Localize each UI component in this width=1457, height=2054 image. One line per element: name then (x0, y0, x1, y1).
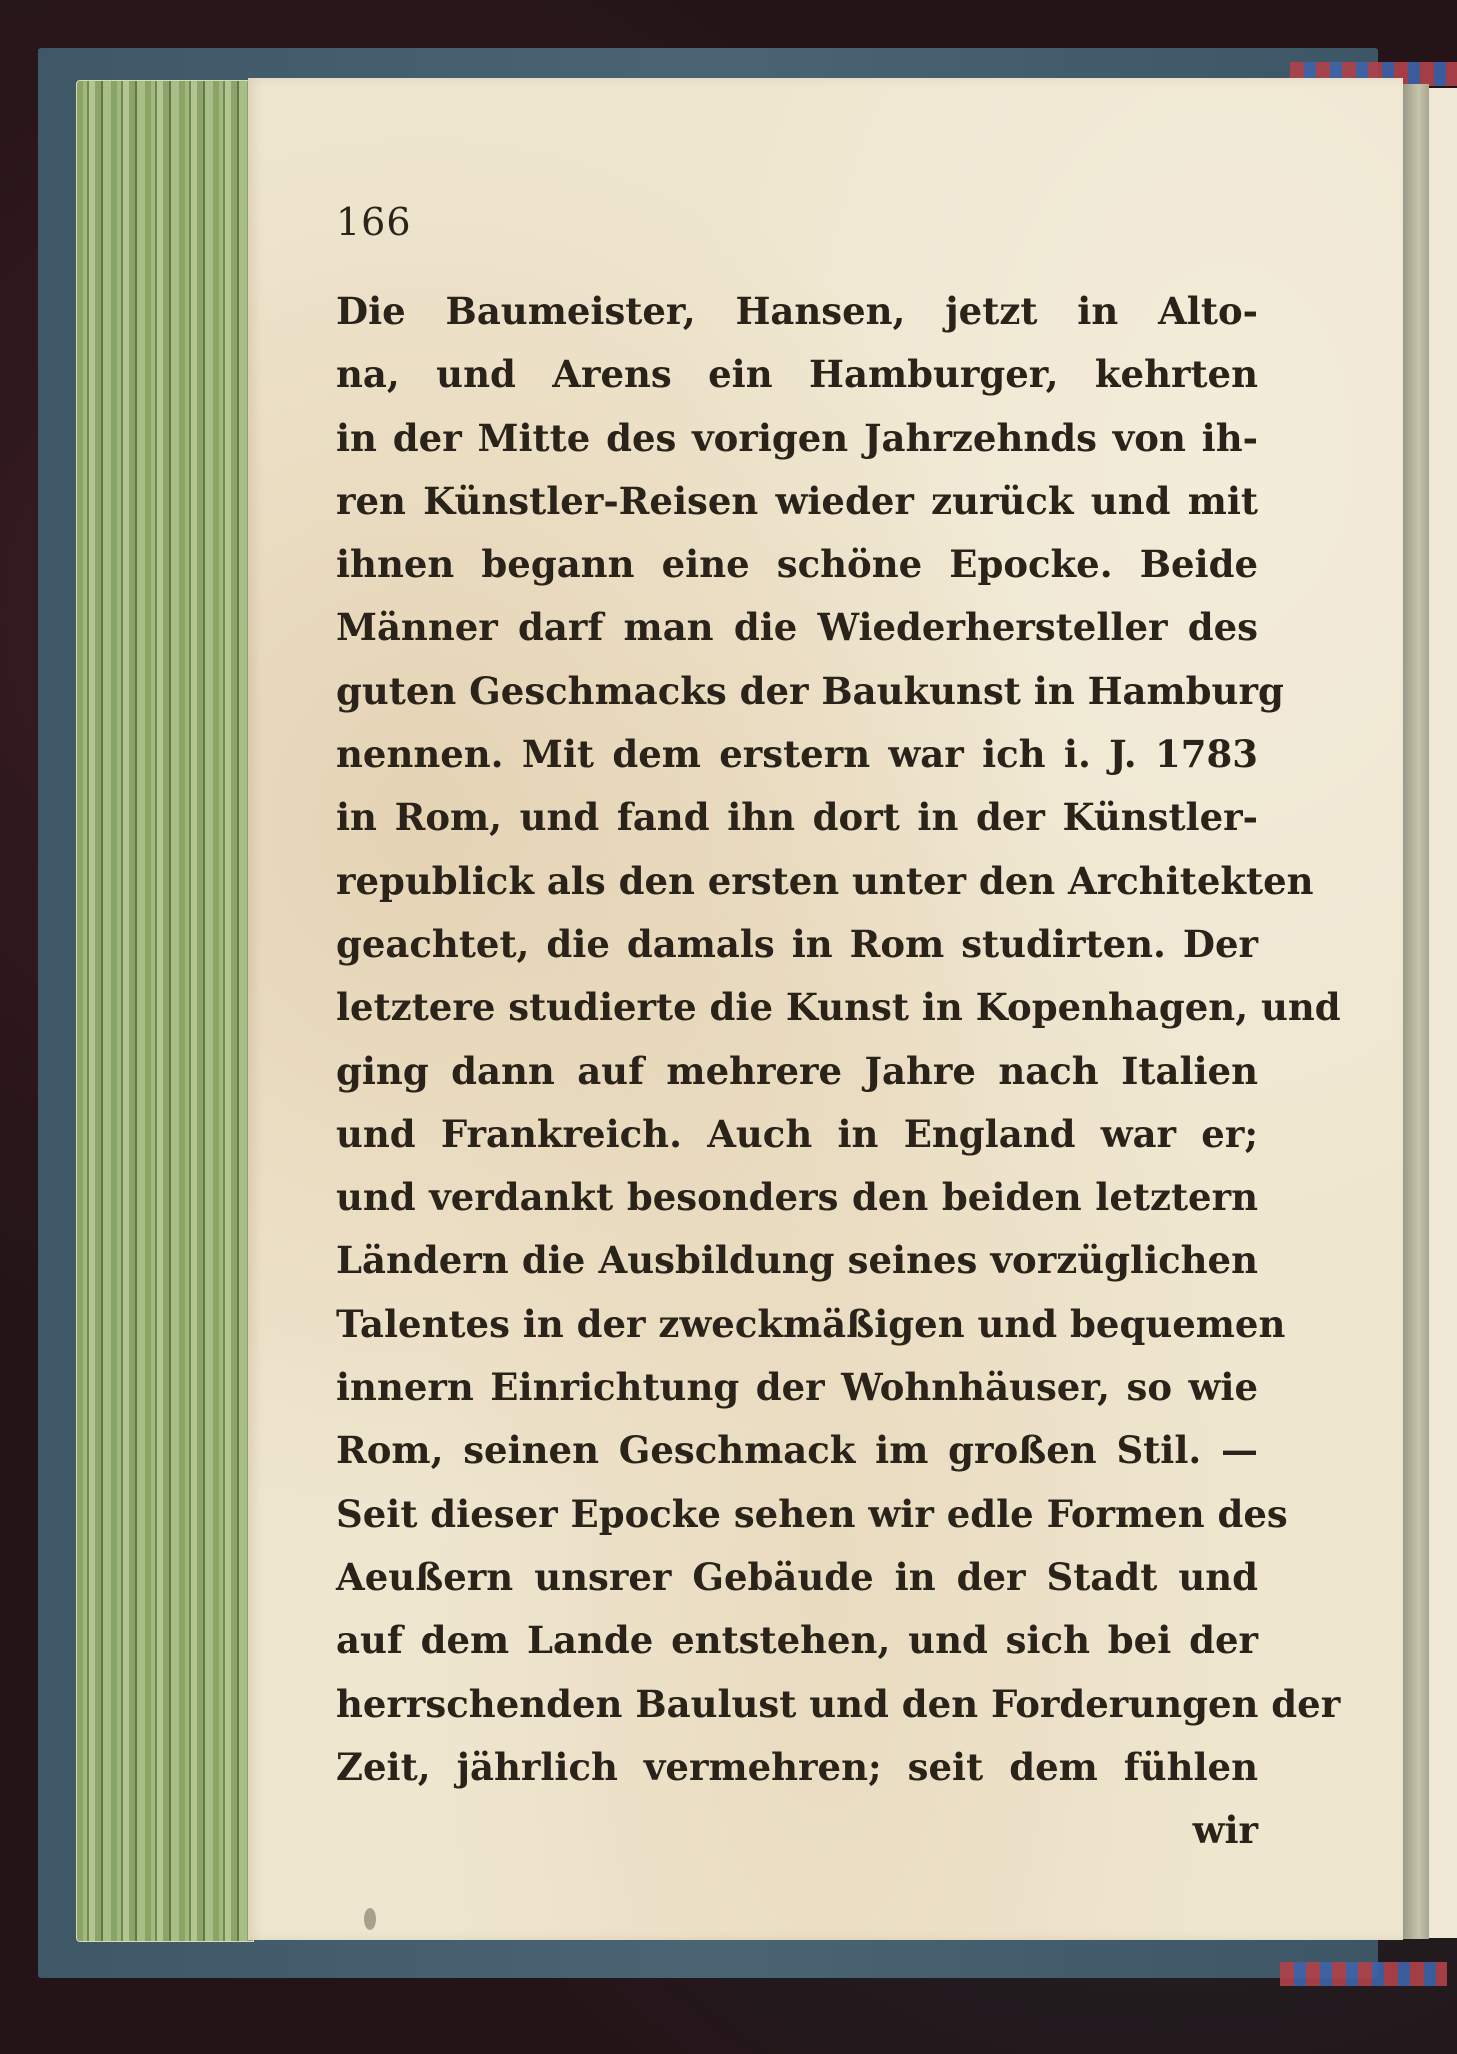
text-line: na, und Arens ein Hamburger, kehrten (336, 352, 1258, 397)
facing-page-edge (1429, 88, 1457, 1938)
page-edges (76, 80, 254, 1942)
text-line: Talentes in der zweckmäßigen und bequemen (336, 1301, 1286, 1346)
text-line: Aeußern unsrer Gebäude in der Stadt und (336, 1554, 1258, 1599)
text-line: Ländern die Ausbildung seines vorzüglichen (336, 1238, 1258, 1283)
text-line: und Frankreich. Auch in England war er; (336, 1111, 1258, 1156)
text-line: geachtet, die damals in Rom studirten. Der (336, 921, 1258, 966)
text-line: Zeit, jährlich vermehren; seit dem fühlen (336, 1744, 1258, 1789)
text-line: Die Baumeister, Hansen, jetzt in Alto- (336, 289, 1258, 333)
body-text (336, 280, 1341, 1862)
text-line: republick als den ersten unter den Architekten (336, 858, 1314, 903)
text-line: nennen. Mit dem erstern war ich i. J. 1783 (336, 732, 1258, 777)
text-line: in Rom, und fand ihn dort in der Künstler- (336, 795, 1258, 840)
text-line: ging dann auf mehrere Jahre nach Italien (336, 1048, 1258, 1093)
text-line: innern Einrichtung der Wohnhäuser, so wie (336, 1365, 1258, 1410)
text-line: letztere studierte die Kunst in Kopenhagen, und (336, 985, 1341, 1030)
text-line: guten Geschmacks der Baukunst in Hamburg (336, 668, 1284, 713)
headband-bottom (1280, 1962, 1447, 1986)
text-line: Rom, seinen Geschmack im großen Stil. — (336, 1428, 1258, 1473)
paper-stain (364, 1908, 376, 1930)
text-line: ihnen begann eine schöne Epocke. Beide (336, 542, 1258, 587)
book-gutter (1403, 84, 1429, 1939)
text-line: Seit dieser Epocke sehen wir edle Formen des (336, 1491, 1288, 1536)
page-number: 166 (336, 200, 412, 244)
catchword: wir (1192, 1808, 1258, 1853)
text-line: ren Künstler-Reisen wieder zurück und mit (336, 478, 1258, 523)
text-line: und verdankt besonders den beiden letztern (336, 1175, 1258, 1220)
text-line: in der Mitte des vorigen Jahrzehnds von ih- (336, 415, 1258, 460)
text-line: herrschenden Baulust und den Forderungen der (336, 1681, 1341, 1726)
text-line: auf dem Lande entstehen, und sich bei der (336, 1618, 1258, 1663)
text-line: Männer darf man die Wiederhersteller des (336, 605, 1258, 650)
